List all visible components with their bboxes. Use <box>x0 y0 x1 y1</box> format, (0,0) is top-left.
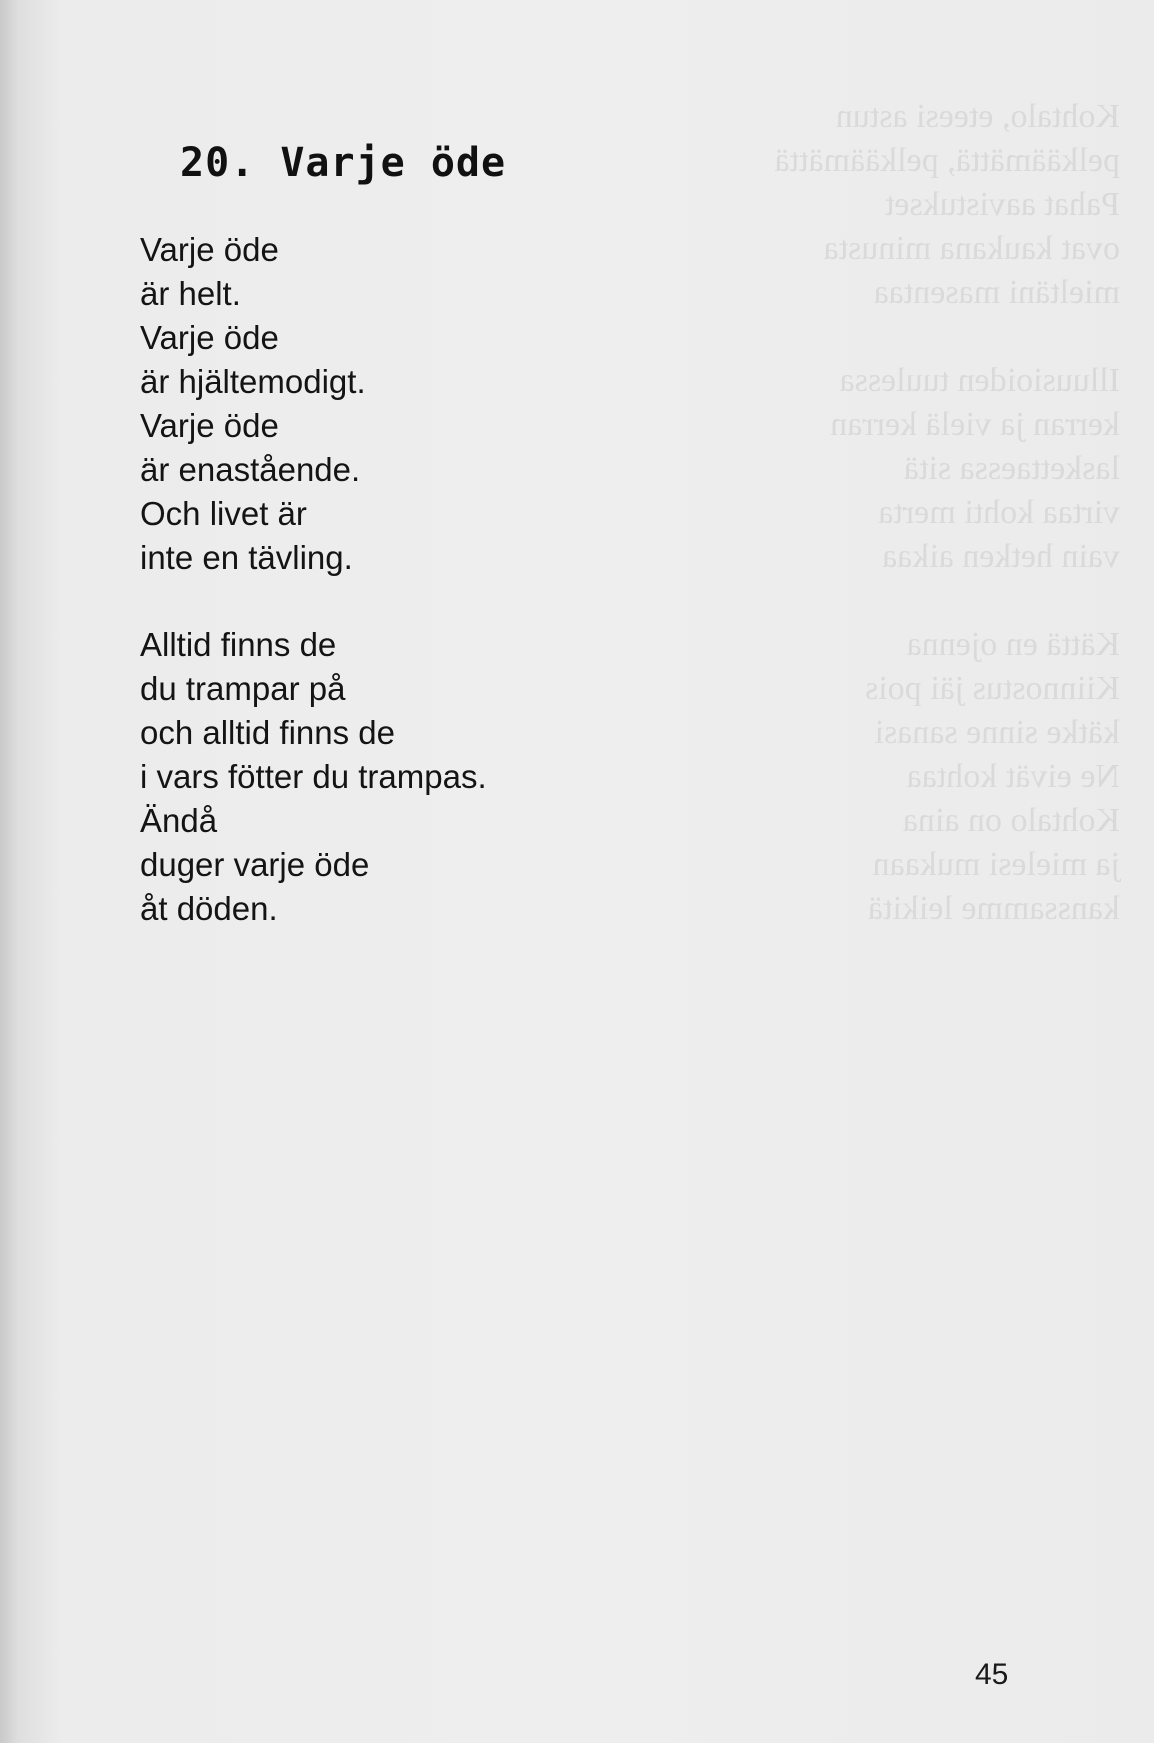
page-number: 45 <box>975 1658 1009 1691</box>
show-through-text: Kohtalo, eteesi astun pelkäämättä, pelkäämättä Pahat aavistukset ovat kaukana minusta mieltäni masentaa Illuusioiden tuulessa kerran ja vielä kerran laskettaessa sitä virtaa kohti merta vain hetken aikaa Kättä en ojenna Kiinnostus jäi pois kätke sinne sanasi Ne eivät kohtaa Kohtalo on aina ja mielesi mukaan kanssamme leikitä <box>774 98 1120 927</box>
poem-stanza <box>140 623 487 931</box>
poem-line: i vars fötter du trampas. <box>140 758 487 795</box>
poem-line: är hjältemodigt. <box>140 363 366 400</box>
poem-line: och alltid finns de <box>140 714 395 751</box>
poem-stanza <box>140 228 366 580</box>
poem-line: inte en tävling. <box>140 539 353 576</box>
poem-line: åt döden. <box>140 890 278 927</box>
poem-title: 20. Varje öde <box>180 140 507 186</box>
poem-line: Varje öde <box>140 231 279 268</box>
poem-line: Varje öde <box>140 407 279 444</box>
poem-line: Alltid finns de <box>140 626 337 663</box>
poem-line: duger varje öde <box>140 846 370 883</box>
poem-line: är enastående. <box>140 451 361 488</box>
poem-line: du trampar på <box>140 670 346 707</box>
poem-line: Ändå <box>140 802 218 839</box>
poem-line: Varje öde <box>140 319 279 356</box>
poem-line: är helt. <box>140 275 241 312</box>
poem-line: Och livet är <box>140 495 307 532</box>
